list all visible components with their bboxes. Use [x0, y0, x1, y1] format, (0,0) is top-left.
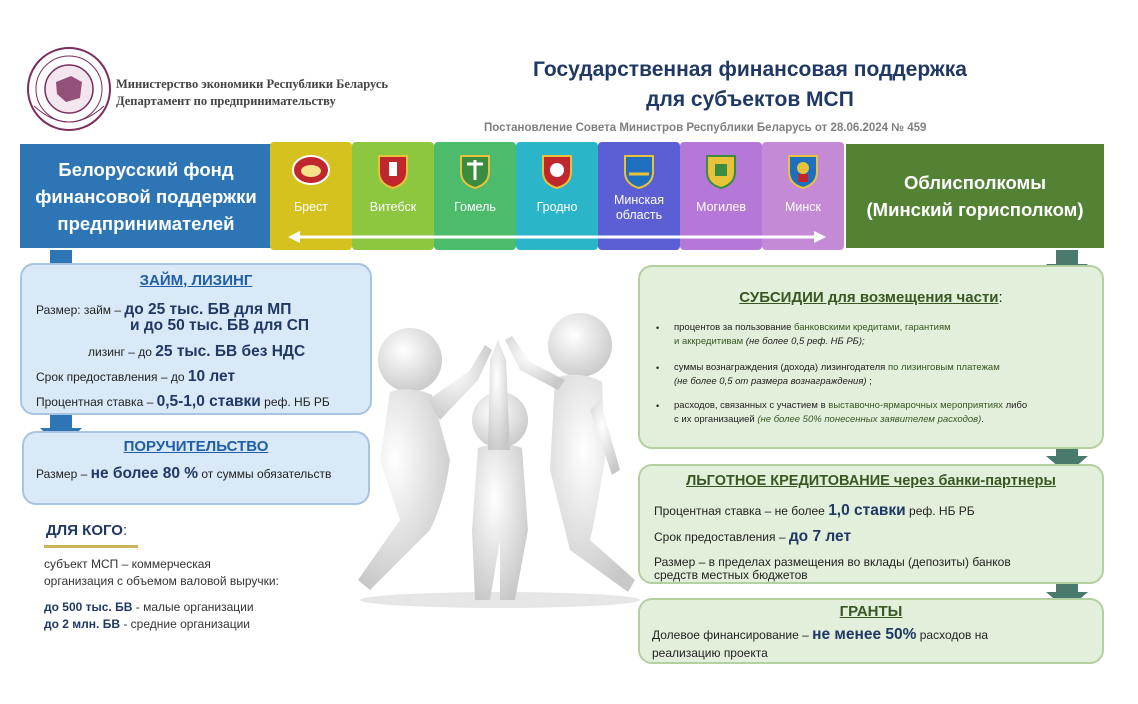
region-label-minsk-oblast-1: Минская: [613, 193, 664, 207]
subsidies-title: [640, 289, 1102, 306]
loan-title: ЗАЙМ, ЛИЗИНГ: [139, 272, 253, 289]
leasing-label: лизинг – до: [88, 345, 156, 359]
grants-desc: [652, 626, 988, 644]
loan-rate-value: 0,5-1,0 ставки: [156, 393, 261, 410]
bullet-icon: •: [656, 323, 660, 333]
grants-title: ГРАНТЫ: [839, 603, 903, 620]
subsidy-1c: и аккредитивам: [674, 336, 744, 347]
minsk-oblast-emblem-icon: [619, 150, 659, 190]
subsidy-1b: банковскими кредитами, гарантиям: [794, 322, 951, 333]
credit-term: [654, 528, 851, 546]
preferential-credit-card: [638, 464, 1104, 584]
guarantee-size-suffix: от суммы обязательств: [198, 467, 332, 481]
vitebsk-emblem-icon: [373, 150, 413, 190]
region-label-minsk-oblast: [598, 193, 680, 223]
credit-size-line-2: средств местных бюджетов: [654, 568, 808, 582]
subsidy-2b: по лизинговым платежам: [887, 362, 1000, 373]
loan-term-value: 10 лет: [187, 368, 236, 385]
region-label-minsk-oblast-2: область: [615, 208, 663, 222]
loan-term: [36, 368, 235, 386]
grants-value: не менее 50%: [812, 626, 917, 643]
medium-orgs: [44, 617, 250, 631]
for-whom-underline: [44, 545, 138, 548]
subsidy-item-interest: [674, 321, 951, 349]
loan-leasing-card: [20, 263, 372, 415]
credit-size: [654, 556, 1011, 582]
guarantee-size-value: не более 80 %: [90, 465, 199, 482]
leasing-size: [88, 343, 305, 361]
subsidy-3d: с их организацией: [674, 414, 758, 425]
subsidy-3a: расходов, связанных с участием в: [674, 400, 829, 411]
guarantee-card: [22, 431, 370, 505]
subsidies-colon: :: [998, 289, 1003, 306]
region-label-gomel: Гомель: [454, 200, 496, 214]
region-label-grodno: Гродно: [536, 200, 578, 214]
credit-rate: [654, 502, 975, 520]
fund-line-3: предпринимателей: [57, 212, 235, 234]
teamwork-figures-icon: [350, 300, 650, 610]
credit-title: ЛЬГОТНОЕ КРЕДИТОВАНИЕ через банки-партнеры: [686, 473, 1056, 489]
grants-label: Долевое финансирование –: [652, 628, 813, 642]
subsidy-3c: либо: [1002, 400, 1028, 411]
loan-size-label: Размер: займ –: [36, 303, 125, 317]
fund-line-2: финансовой поддержки: [35, 185, 257, 207]
brest-emblem-icon: [291, 150, 331, 190]
region-label-brest: Брест: [293, 200, 329, 214]
executive-committees-banner: [846, 144, 1104, 248]
subsidy-3e: (не более 50% понесенных заявителем расходов): [757, 414, 982, 425]
credit-term-label: Срок предоставления –: [654, 530, 789, 544]
bullet-icon: •: [656, 363, 660, 373]
credit-size-line-1: Размер – в пределах размещения во вклады (депозиты) банков: [654, 555, 1011, 569]
medium-orgs-value: до 2 млн. БВ: [44, 617, 120, 631]
title-line-1: Государственная финансовая поддержка: [533, 58, 967, 81]
bullet-icon: •: [656, 401, 660, 411]
credit-term-value: до 7 лет: [788, 528, 852, 545]
subsidy-2a: суммы вознаграждения (дохода) лизингодателя: [674, 362, 888, 373]
title-line-2: для субъектов МСП: [646, 88, 854, 111]
loan-rate-label: Процентная ставка –: [36, 395, 157, 409]
loan-rate-suffix: реф. НБ РБ: [260, 395, 330, 409]
decree-subtitle: Постановление Совета Министров Республики Беларусь от 28.06.2024 № 459: [484, 122, 927, 134]
credit-rate-label: Процентная ставка – не более: [654, 504, 829, 518]
region-label-mogilev: Могилев: [696, 200, 746, 214]
loan-rate: [36, 393, 330, 411]
committees-line-2: (Минский горисполком): [866, 199, 1084, 220]
for-whom-colon: :: [122, 522, 128, 539]
grants-suffix: расходов на: [916, 628, 989, 642]
ministry-line-2: Департамент по предпринимательству: [116, 94, 336, 108]
double-arrow-icon: [288, 230, 826, 244]
for-whom-title-text: ДЛЯ КОГО: [46, 522, 123, 539]
credit-rate-suffix: реф. НБ РБ: [905, 504, 975, 518]
guarantee-size-label: Размер –: [36, 467, 91, 481]
subsidy-1d: (не более 0,5 реф. НБ РБ);: [743, 336, 865, 347]
small-orgs-value: до 500 тыс. БВ: [44, 600, 133, 614]
subsidy-item-exhibitions: [674, 399, 1027, 427]
ministry-name: [116, 76, 388, 110]
subsidy-item-leasing: [674, 361, 1000, 389]
for-whom-title: [46, 522, 127, 539]
subsidy-1a: процентов за пользование: [674, 322, 795, 333]
for-whom-desc-1: субъект МСП – коммерческая: [44, 557, 211, 571]
page-title: [470, 55, 1030, 115]
loan-size-value-2: и до 50 тыс. БВ для СП: [130, 317, 310, 334]
loan-size-value-1: до 25 тыс. БВ для МП: [124, 301, 292, 318]
region-label-minsk: Минск: [784, 200, 822, 214]
subsidy-3b: выставочно-ярмарочных мероприятиях: [828, 400, 1003, 411]
leasing-value: 25 тыс. БВ без НДС: [155, 343, 306, 360]
committees-line-1: Облисполкомы: [903, 172, 1047, 193]
subsidies-title-text: СУБСИДИИ для возмещения части: [739, 289, 999, 306]
ministry-line-1: Министерство экономики Республики Беларусь: [116, 77, 389, 91]
grants-card: [638, 598, 1104, 664]
guarantee-size: [36, 465, 331, 483]
small-orgs-label: - малые организации: [132, 600, 254, 614]
subsidy-2d: ;: [866, 376, 872, 387]
mogilev-emblem-icon: [701, 150, 741, 190]
grants-desc-2: реализацию проекта: [652, 646, 768, 660]
credit-rate-value: 1,0 ставки: [828, 502, 906, 519]
region-label-vitebsk: Витебск: [369, 200, 417, 214]
medium-orgs-label: - средние организации: [120, 617, 251, 631]
fund-line-1: Белорусский фонд: [58, 158, 234, 180]
subsidies-card: [638, 265, 1104, 449]
loan-term-label: Срок предоставления – до: [36, 370, 188, 384]
for-whom-desc-2: организация с объемом валовой выручки:: [44, 574, 279, 588]
for-whom-desc: [44, 556, 279, 590]
minsk-emblem-icon: [783, 150, 823, 190]
subsidy-2c: (не более 0,5 от размера вознаграждения): [674, 376, 867, 387]
grodno-emblem-icon: [537, 150, 577, 190]
guarantee-title: ПОРУЧИТЕЛЬСТВО: [123, 438, 269, 455]
subsidy-3f: .: [981, 414, 984, 425]
fund-banner: [20, 144, 272, 248]
loan-size-2: [130, 317, 309, 335]
ministry-logo-icon: [26, 46, 112, 132]
gomel-emblem-icon: [455, 150, 495, 190]
small-orgs: [44, 600, 254, 614]
